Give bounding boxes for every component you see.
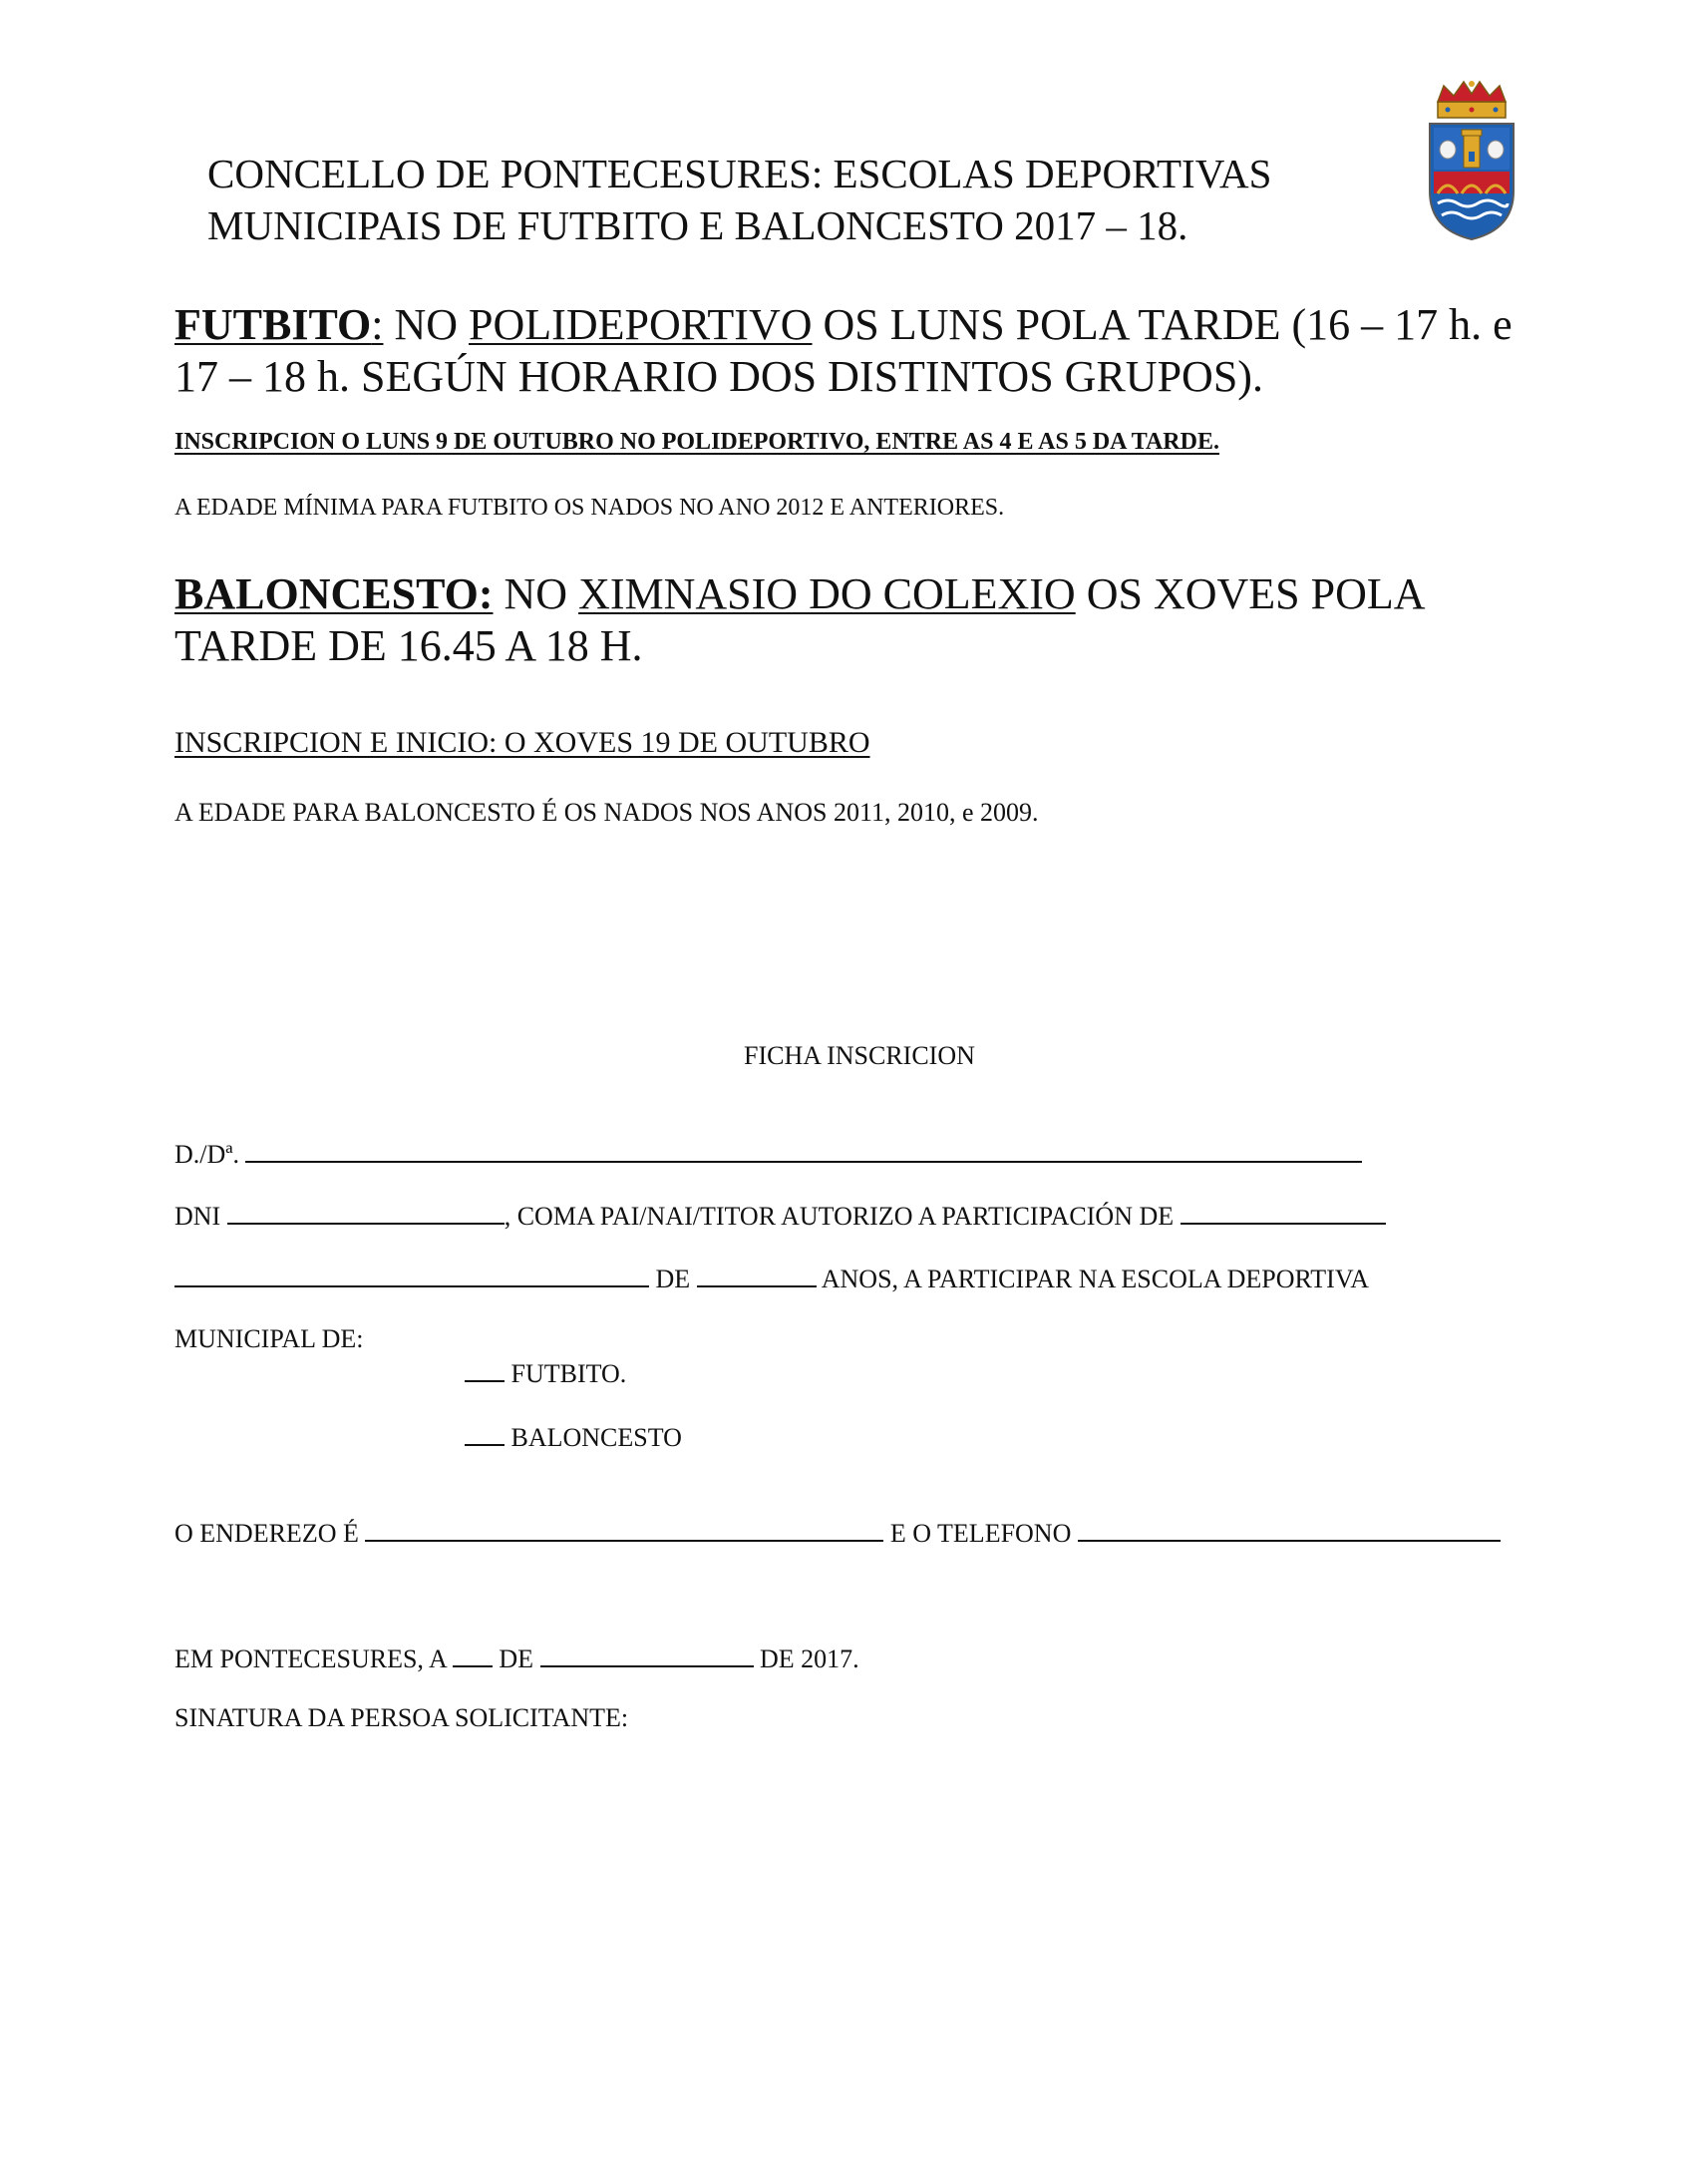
date-place: EM PONTECESURES, A [174,1644,447,1673]
page-title-line2: MUNICIPAIS DE FUTBITO E BALONCESTO 2017 – 18. [207,202,1188,248]
day-field[interactable] [453,1641,493,1667]
futbito-label: FUTBITO [174,300,372,349]
form-row-age [174,1262,1369,1294]
dni-field[interactable] [227,1199,505,1225]
option-baloncesto-label: BALONCESTO [510,1423,682,1452]
futbito-heading-line2: 17 – 18 h. SEGÚN HORARIO DOS DISTINTOS GRUPOS). [174,352,1263,401]
baloncesto-text-no: NO [493,569,579,618]
participant-name-field-2[interactable] [174,1262,649,1287]
address-field[interactable] [365,1516,883,1542]
futbito-age: A EDADE MÍNIMA PARA FUTBITO OS NADOS NO ANO 2012 E ANTERIORES. [174,495,1005,521]
phone-field[interactable] [1078,1516,1501,1542]
participate-text: ANOS, A PARTICIPAR NA ESCOLA DEPORTIVA [821,1265,1370,1293]
baloncesto-checkbox[interactable] [465,1420,505,1446]
name-field[interactable] [245,1137,1362,1163]
authorize-text: , COMA PAI/NAI/TITOR AUTORIZO A PARTICIPACIÓN DE [504,1202,1175,1231]
address-label: O ENDEREZO É [174,1519,359,1548]
municipal-label: MUNICIPAL DE: [174,1324,364,1353]
baloncesto-heading-line2: TARDE DE 16.45 A 18 H. [174,621,643,670]
name-label: D./Dª. [174,1140,239,1169]
futbito-colon: : [371,300,384,349]
baloncesto-venue: XIMNASIO DO COLEXIO [578,569,1076,618]
baloncesto-heading-line1 [174,568,1426,620]
futbito-text-no: NO [383,300,470,349]
futbito-inscripcion: INSCRIPCION O LUNS 9 DE OUTUBRO NO POLIDEPORTIVO, ENTRE AS 4 E AS 5 DA TARDE. [174,429,1219,455]
municipal-crest-icon [1424,80,1519,243]
date-year: DE 2017. [760,1644,859,1673]
baloncesto-age: A EDADE PARA BALONCESTO É OS NADOS NOS ANOS 2011, 2010, e 2009. [174,798,1039,827]
baloncesto-heading [174,568,1426,672]
option-futbito [465,1356,626,1389]
de-label: DE [655,1265,691,1293]
dni-label: DNI [174,1202,221,1231]
form-row-address [174,1516,1501,1549]
baloncesto-inscripcion: INSCRIPCION E INICIO: O XOVES 19 DE OUTUBRO [174,726,870,759]
phone-label: E O TELEFONO [889,1519,1072,1548]
option-futbito-label: FUTBITO. [510,1359,627,1388]
page-title [207,148,1271,251]
option-baloncesto [465,1420,682,1453]
form-title: FICHA INSCRICION [744,1041,975,1070]
futbito-venue: POLIDEPORTIVO [469,300,813,349]
baloncesto-label: BALONCESTO: [174,569,494,618]
month-field[interactable] [540,1641,754,1667]
form-row-date [174,1641,859,1674]
futbito-checkbox[interactable] [465,1356,505,1382]
futbito-heading [174,299,1513,403]
futbito-heading-line1 [174,299,1513,351]
page-title-line1: CONCELLO DE PONTECESURES: ESCOLAS DEPORTIVAS [207,151,1272,196]
age-field[interactable] [697,1262,817,1287]
baloncesto-rest-line1: OS XOVES POLA [1075,569,1426,618]
form-row-name [174,1137,1362,1170]
signature-label: SINATURA DA PERSOA SOLICITANTE: [174,1703,629,1732]
date-de: DE [499,1644,533,1673]
futbito-rest-line1: OS LUNS POLA TARDE (16 – 17 h. e [812,300,1513,349]
form-row-dni [174,1199,1386,1232]
participant-name-field[interactable] [1181,1199,1386,1225]
